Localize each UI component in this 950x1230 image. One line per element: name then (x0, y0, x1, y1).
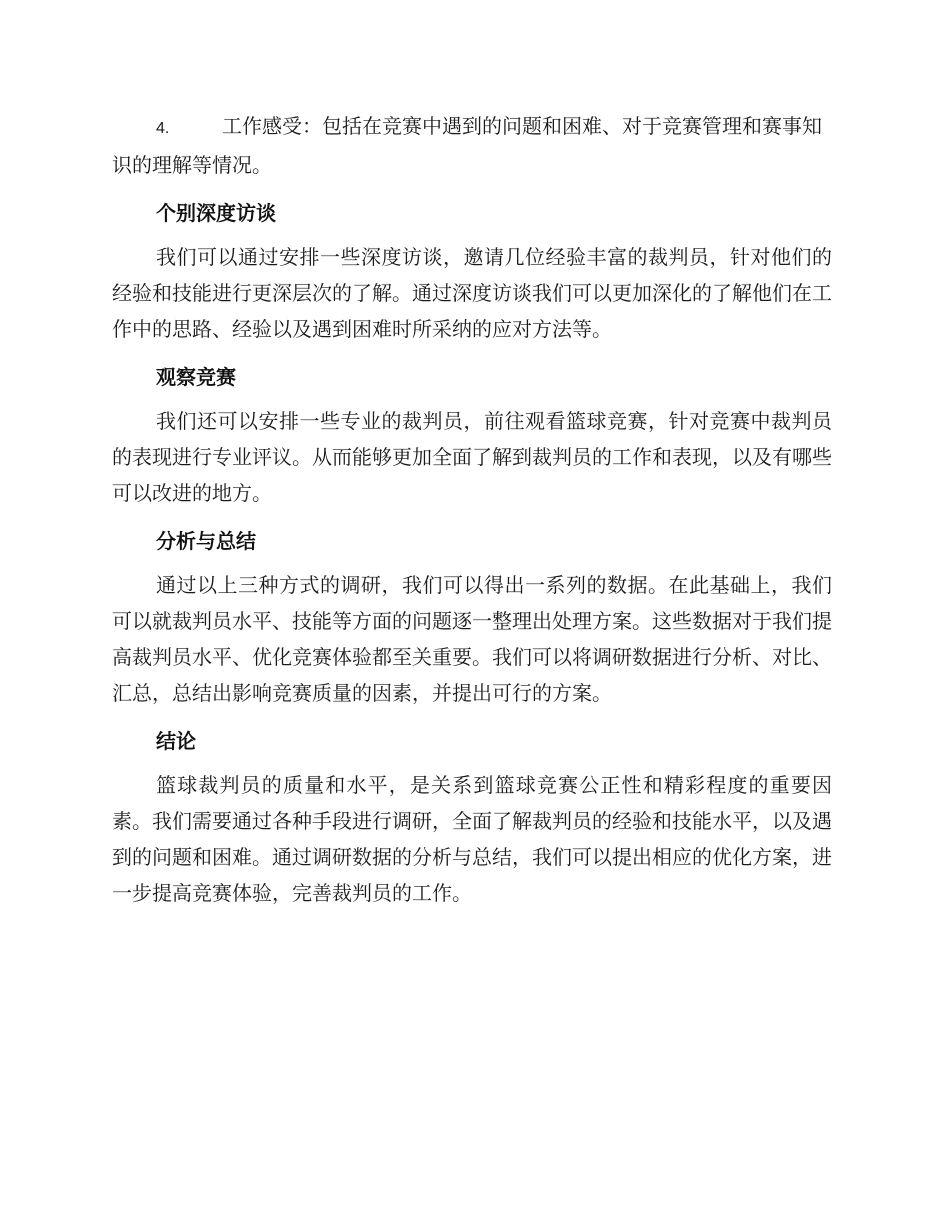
list-item (112, 108, 832, 183)
section-heading-interviews: 个别深度访谈 (156, 201, 276, 225)
section-heading-observation: 观察竞赛 (156, 365, 236, 389)
section-paragraph-observation: 我们还可以安排一些专业的裁判员，前往观看篮球竞赛，针对竞赛中裁判员的表现进行专业评议。从而能够更加全面了解到裁判员的工作和表现，以及有哪些可以改进的地方。 (112, 409, 832, 505)
section-heading-conclusion: 结论 (156, 729, 196, 753)
document-page (112, 108, 832, 915)
list-number: 4. (156, 120, 170, 137)
section-heading-analysis: 分析与总结 (156, 529, 256, 553)
section-paragraph-analysis: 通过以上三种方式的调研，我们可以得出一系列的数据。在此基础上，我们可以就裁判员水平、技能等方面的问题逐一整理出处理方案。这些数据对于我们提高裁判员水平、优化竞赛体验都至关重要。我们可以将调研数据进行分析、对比、汇总，总结出影响竞赛质量的因素，并提出可行的方案。 (112, 573, 832, 705)
section-paragraph-conclusion: 篮球裁判员的质量和水平，是关系到篮球竞赛公正性和精彩程度的重要因素。我们需要通过各种手段进行调研，全面了解裁判员的经验和技能水平，以及遇到的问题和困难。通过调研数据的分析与总结，我们可以提出相应的优化方案，进一步提高竞赛体验，完善裁判员的工作。 (112, 773, 832, 905)
section-paragraph-interviews: 我们可以通过安排一些深度访谈，邀请几位经验丰富的裁判员，针对他们的经验和技能进行更深层次的了解。通过深度访谈我们可以更加深化的了解他们在工作中的思路、经验以及遇到困难时所采纳的应对方法等。 (112, 245, 832, 341)
list-item-text: 工作感受：包括在竞赛中遇到的问题和困难、对于竞赛管理和赛事知识的理解等情况。 (112, 114, 822, 177)
